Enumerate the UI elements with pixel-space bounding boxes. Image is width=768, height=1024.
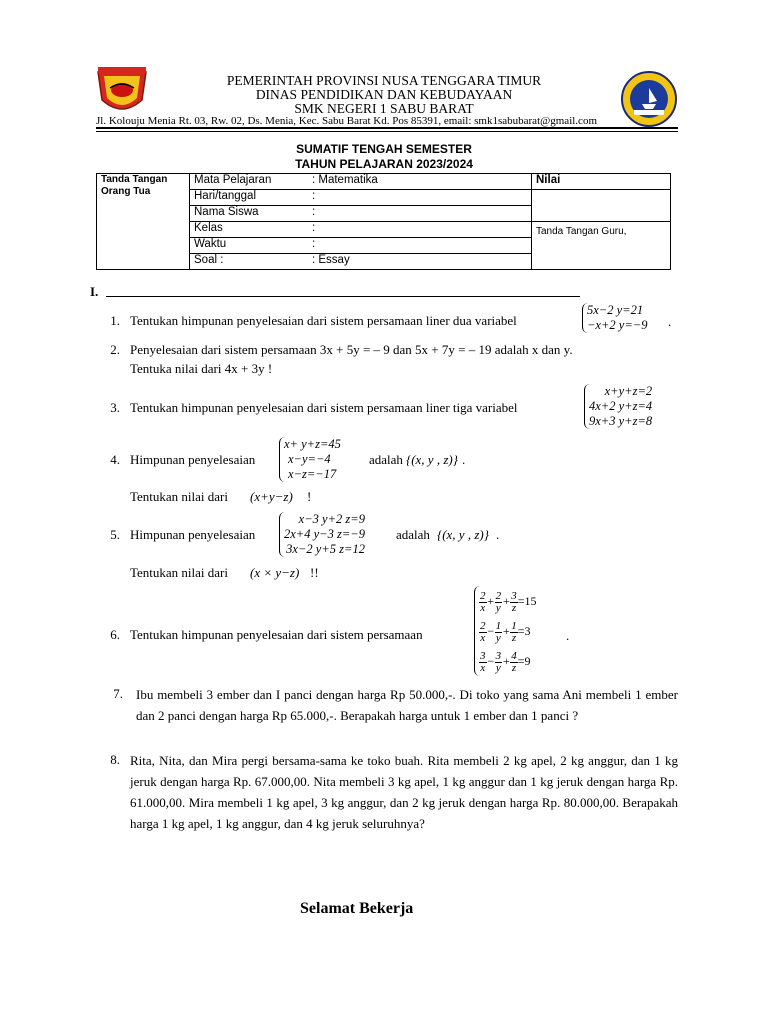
denominator: x [480,601,486,614]
row-value: : [308,206,532,222]
q5-number: 5. [110,527,120,542]
equation: x+y+z=2 [604,384,653,398]
q6-tail: . [566,628,570,643]
q5-ask-tail: !! [310,565,319,580]
numerator: 1 [495,619,502,632]
row-value: : Matematika [308,174,532,190]
doc-title: SUMATIF TENGAH SEMESTER [296,142,472,156]
q5-text: Himpunan penyelesaian [130,527,256,542]
numerator: 3 [495,649,502,662]
equation: 9x+3 y+z=8 [589,414,653,428]
q5-ask: Tentukan nilai dari [130,565,229,580]
row-value: : [308,238,532,254]
denominator: y [495,631,501,644]
denominator: x [480,631,486,644]
q4-ask-expr: (x+y−z) [250,489,293,504]
numerator: 2 [495,589,502,602]
operator: − [486,654,495,668]
header-line-2: DINAS PENDIDIKAN DAN KEBUDAYAAN [255,87,513,102]
q4-tail: . [462,452,466,467]
operator: + [486,594,495,608]
numerator: 3 [511,589,517,602]
operator: − [486,624,495,638]
denominator: y [495,601,501,614]
denominator: z [511,601,517,614]
doc-year: TAHUN PELAJARAN 2023/2024 [295,157,473,171]
q1-text: Tentukan himpunan penyelesaian dari sistem persamaan liner dua variabel [130,313,517,328]
parent-signature-cell: Tanda Tangan Orang Tua [97,174,190,270]
equation: 4x+2 y+z=4 [589,399,653,413]
q2-number: 2. [110,342,120,357]
numerator: 3 [480,649,486,662]
q3-system [584,384,652,429]
q1-system [582,303,647,333]
q3-text: Tentukan himpunan penyelesaian dari sistem persamaan liner tiga variabel [130,400,518,415]
rhs: =15 [517,594,537,608]
header-line-3: SMK NEGERI 1 SABU BARAT [294,101,474,116]
row-value: : [308,222,532,238]
row-label: Hari/tanggal [190,190,309,206]
q4-ask-tail: ! [307,489,312,504]
equation: 3x−2 y+5 z=12 [286,542,365,556]
closing-text: Selamat Bekerja [300,900,414,917]
numerator: 2 [480,619,486,632]
numerator: 2 [480,589,486,602]
q1-tail: . [668,314,672,329]
equation: −x+2 y=−9 [587,318,648,332]
numerator: 1 [511,619,517,632]
nilai-box [532,190,671,222]
equation: x−z=−17 [288,467,337,481]
info-table [96,173,671,270]
row-value: : Essay [308,254,532,270]
header-rule-thin [96,131,678,132]
operator: + [502,594,511,608]
equation: x+ y+z=45 [284,437,341,451]
q4-system [279,437,341,482]
row-value: : [308,190,532,206]
equation [479,616,537,646]
q6-system [474,586,537,676]
operator: + [502,624,511,638]
denominator: y [495,661,501,674]
equation: 5x−2 y=21 [587,303,644,317]
header-line-1: PEMERINTAH PROVINSI NUSA TENGGARA TIMUR [226,73,542,88]
rhs: =9 [517,654,531,668]
nilai-header: Nilai [532,174,671,190]
equation: 2x+4 y−3 z=−9 [284,527,365,541]
equation [479,646,537,676]
q4-number: 4. [110,452,120,467]
q4-text: Himpunan penyelesaian [130,452,256,467]
row-label: Mata Pelajaran [190,174,309,190]
q7-number: 7. [113,686,123,701]
q5-adalah: adalah [396,527,430,542]
equation [479,586,537,616]
q3-number: 3. [110,400,120,415]
q1-number: 1. [110,313,120,328]
section-label: I. [90,284,99,299]
section-line [106,296,580,297]
q2-line2: Tentuka nilai dari 4x + 3y ! [130,361,273,376]
operator: + [502,654,511,668]
row-label: Soal : [190,254,309,270]
denominator: x [480,661,486,674]
q7-text: Ibu membeli 3 ember dan I panci dengan harga Rp 50.000,-. Di toko yang sama Ani membeli 1 ember dan 2 panci dengan harga Rp 65.000,-. Berapakah harga untuk 1 ember dan 1 panci ? [136,687,678,723]
numerator: 4 [511,649,517,662]
teacher-signature-cell: Tanda Tangan Guru, [532,222,671,270]
q4-set: {(x, y , z)} [406,452,458,467]
q2-line1: Penyelesaian dari sistem persamaan 3x + 5y = – 9 dan 5x + 7y = – 19 adalah x dan y. [130,342,573,357]
header-address: Jl. Kolouju Menia Rt. 03, Rw. 02, Ds. Menia, Kec. Sabu Barat Kd. Pos 85391, email: smk1sabubarat@gmail.com [96,115,597,127]
equation: x−3 y+2 z=9 [298,512,365,526]
q5-system [279,512,365,557]
denominator: z [511,631,517,644]
row-label: Nama Siswa [190,206,309,222]
q5-tail: . [496,527,500,542]
q8-text: Rita, Nita, dan Mira pergi bersama-sama ke toko buah. Rita membeli 2 kg apel, 2 kg anggur, dan 1 kg jeruk dengan harga Rp. 67.000,00. Nita membeli 3 kg apel, 1 kg anggur dan 1 kg jeruk dengan harga Rp. 61.000,00. Mira membeli 1 kg apel, 3 kg anggur, dan 2 kg jeruk dengan harga Rp. 80.000,00. Berapakah harga 1 kg apel, 1 kg anggur, dan 4 kg jeruk seluruhnya? [130,753,678,831]
rhs: =3 [517,624,531,638]
equation: x−y=−4 [288,452,331,466]
q6-text: Tentukan himpunan penyelesaian dari sistem persamaan [130,627,423,642]
q6-number: 6. [110,627,120,642]
row-label: Kelas [190,222,309,238]
denominator: z [511,661,517,674]
header-rule [96,127,678,129]
q4-ask: Tentukan nilai dari [130,489,229,504]
q5-set: {(x, y , z)} [437,527,489,542]
q8-number: 8. [110,752,120,767]
row-label: Waktu [190,238,309,254]
q4-adalah: adalah [369,452,403,467]
q5-ask-expr: (x × y−z) [250,565,300,580]
